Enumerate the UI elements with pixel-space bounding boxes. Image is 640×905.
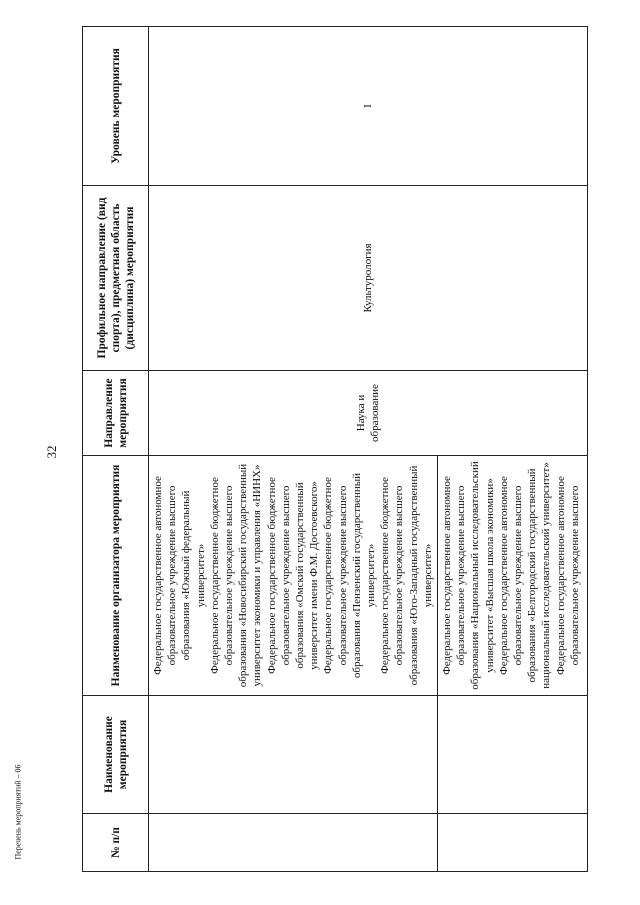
row2-organizers [438, 456, 588, 696]
row1-organizers [149, 456, 438, 696]
header-event-name: Наименование мероприятия [83, 696, 149, 814]
row1-number [149, 814, 438, 872]
row2-organizers-clip [440, 458, 585, 693]
table-row [149, 27, 438, 872]
header-direction: Направление мероприятия [83, 371, 149, 456]
row2-event-name [438, 696, 588, 814]
organizer-entry: Федеральное государственное бюджетное образовательное учреждение высшего образования «Юго-Западный государственный университет» [379, 465, 434, 686]
header-level: Уровень мероприятия [83, 27, 149, 186]
organizer-entry: Федеральное государственное бюджетное образовательное учреждение высшего образования «Пензенский государственный университет» [322, 472, 378, 679]
organizer-entry: Федеральное государственное автономное образовательное учреждение высшего образования «Белгородский государственный национальный исследовательский университет» [497, 462, 553, 689]
rotated-page-content [82, 27, 581, 872]
header-number: № п/п [83, 814, 149, 872]
events-table [82, 26, 588, 872]
organizer-entry: Федеральное государственное бюджетное образовательное учреждение высшего образования «Омский государственный университет имени Ф.М. Достоевского» [265, 477, 321, 674]
direction-cell: Наука и образование [149, 371, 588, 456]
page-number: 32 [44, 445, 59, 459]
row2-number [438, 814, 588, 872]
header-profile: Профильное направление (вид спорта), предметная область (дисциплина) мероприятия [83, 186, 149, 371]
organizer-entry: Федеральное государственное бюджетное образовательное учреждение высшего образования «Новосибирский государственный университет экономики и управления «НИНХ» [208, 463, 264, 688]
organizer-entry: Федеральное государственное автономное образовательное учреждение высшего [554, 476, 581, 675]
header-organizer: Наименование организатора мероприятия [83, 456, 149, 696]
organizer-entry: Федеральное государственное автономное образовательное учреждение высшего образования «Южный федеральный университет» [152, 476, 207, 675]
document-footer: Перечень мероприятий – 06 [13, 764, 23, 860]
profile-cell: Культурология [149, 186, 588, 371]
level-cell: I [149, 27, 588, 186]
row1-event-name [149, 696, 438, 814]
organizer-entry: Федеральное государственное автономное образовательное учреждение высшего образования «Национальный исследовательский университет «Высшая школа экономики» [441, 461, 496, 690]
table-header-row [83, 27, 149, 872]
